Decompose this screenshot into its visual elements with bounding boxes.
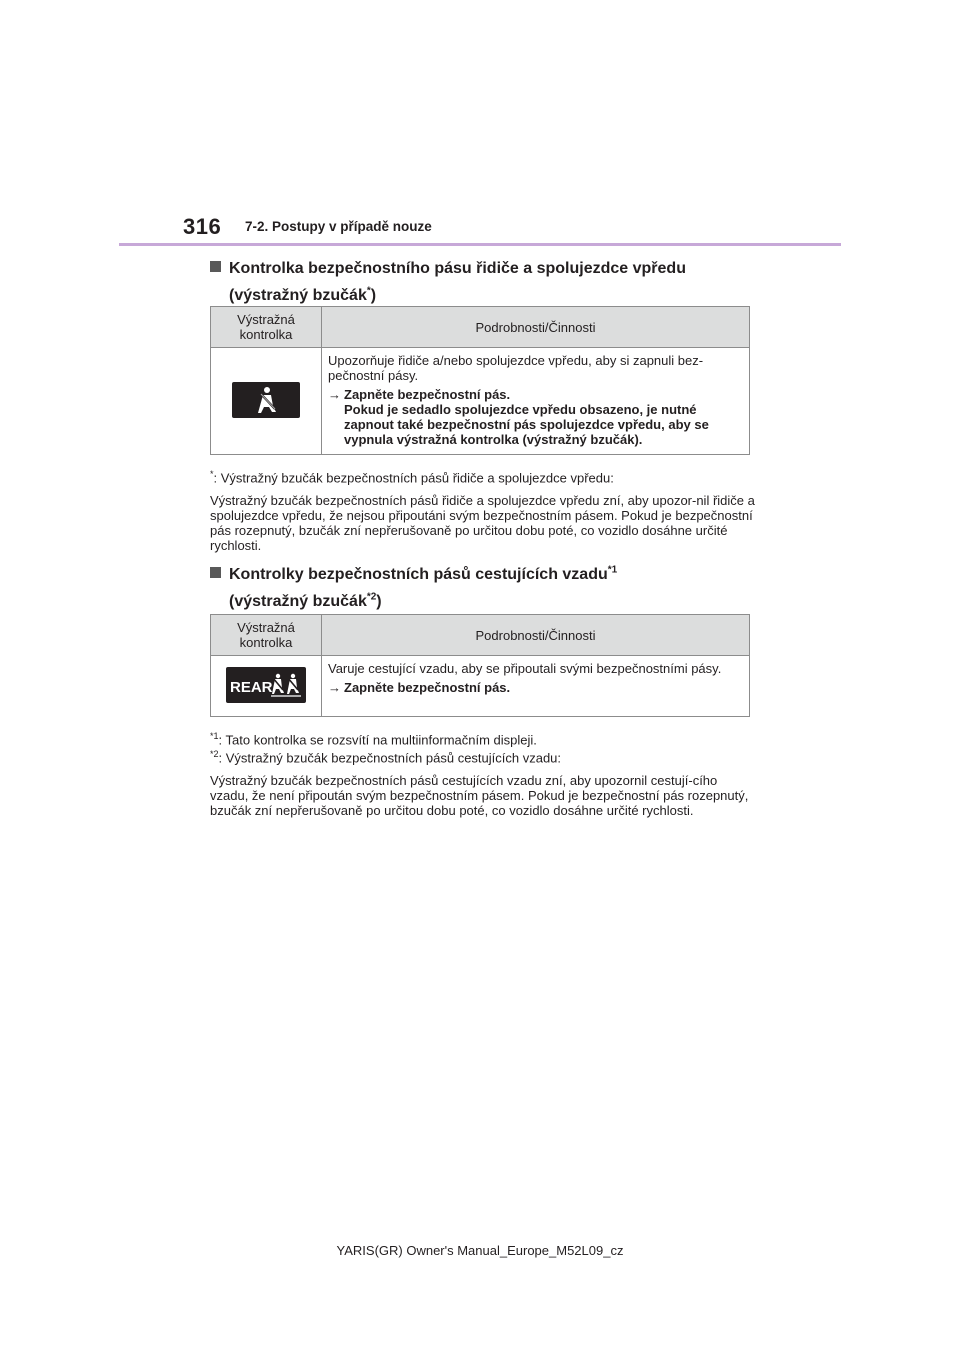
col-header-indicator: Výstražná kontrolka (211, 307, 322, 348)
table-header-row (211, 307, 750, 348)
section2-heading-line2: (výstražný bzučák (229, 593, 367, 610)
section2-heading-sup2: *2 (366, 591, 377, 603)
square-bullet-icon (210, 567, 221, 578)
seatbelt-warning-icon (232, 382, 300, 418)
table-row (211, 348, 750, 455)
section1-heading-close: ) (370, 287, 377, 304)
table-row (211, 656, 750, 717)
icon-cell (211, 656, 322, 717)
rear-icon-label: REAR (230, 678, 273, 696)
col-header-indicator: Výstražná kontrolka (211, 615, 322, 656)
square-bullet-icon (210, 261, 221, 272)
section2-table (210, 614, 750, 717)
footer-manual-id: YARIS(GR) Owner's Manual_Europe_M52L09_cz (336, 1243, 624, 1258)
rear-seatbelt-warning-icon (226, 667, 306, 703)
action (328, 680, 743, 695)
section2-footnote-body: Výstražný bzučák bezpečnostních pásů cestujících vzadu zní, aby upozornil cestují-cího vzadu, že není připoután svým bezpečnostním pásem. Pokud je bezpečnostní pás rozepnutý, bzučák zní nepřerušovaně po určitou dobu poté, co vozidlo dosáhne určité rychlosti. (210, 773, 749, 818)
icon-cell (211, 348, 322, 455)
arrow-right-icon: → (328, 387, 341, 402)
footnote-text: : Výstražný bzučák bezpečnostních pásů řidiče a spolujezdce vpředu: (213, 470, 614, 486)
description: Varuje cestující vzadu, aby se připoutali svými bezpečnostními pásy. (328, 661, 722, 676)
page-number: 316 (183, 214, 222, 239)
description: Upozorňuje řidiče a/nebo spolujezdce vpředu, aby si zapnuli bez-pečnostní pásy. (328, 353, 704, 383)
action-text: Zapněte bezpečnostní pás. (344, 387, 511, 402)
col-header-details: Podrobnosti/Činnosti (322, 615, 750, 656)
action (328, 387, 743, 447)
footnote2-mark: *2 (210, 749, 219, 759)
table-header-row (211, 615, 750, 656)
footnote2-text: : Výstražný bzučák bezpečnostních pásů cestujících vzadu: (218, 750, 562, 766)
section2-footnote2 (210, 747, 755, 765)
section1-heading-sup: * (366, 285, 371, 297)
section2-heading-close: ) (376, 593, 382, 610)
col-header-details: Podrobnosti/Činnosti (322, 307, 750, 348)
section2-footnote1 (210, 729, 755, 747)
arrow-right-icon: → (328, 680, 341, 695)
header-divider (119, 243, 841, 246)
chapter-title: 7-2. Postupy v případě nouze (245, 219, 432, 234)
action-text: Zapněte bezpečnostní pás. (344, 680, 511, 695)
details-cell (322, 348, 750, 455)
footnote-mark: * (210, 469, 214, 479)
section1-heading-line1: Kontrolka bezpečnostního pásu řidiče a spolujezdce vpředu (229, 260, 686, 277)
section1-footnote-body: Výstražný bzučák bezpečnostních pásů řidiče a spolujezdce vpředu zní, aby upozor-nil řidiče a spolujezdce vpředu, že nejsou připoutáni svým bezpečnostním pásem. Pokud je bezpečnostní pás rozepnutý, bzučák zní nepřerušovaně po určitou dobu poté, co vozidlo dosáhne určité rychlosti. (210, 493, 755, 553)
section2-heading-line1: Kontrolky bezpečnostních pásů cestujících vzadu (229, 566, 608, 583)
section1-heading-line2: (výstražný bzučák (229, 287, 367, 304)
details-cell (322, 656, 750, 717)
action-detail: Pokud je sedadlo spolujezdce vpředu obsazeno, je nutné zapnout také bezpečnostní pás spolujezdce vpředu, aby se vypnula výstražná kontrolka (výstražný bzučák). (344, 402, 709, 447)
section1-table (210, 306, 750, 455)
section1-footnote (210, 467, 755, 485)
section1-heading (210, 255, 686, 309)
footnote1-text: : Tato kontrolka se rozsvítí na multiinformačním displeji. (218, 732, 537, 748)
footnote1-mark: *1 (210, 731, 219, 741)
section2-heading (210, 561, 617, 615)
section2-heading-sup1: *1 (607, 564, 618, 576)
